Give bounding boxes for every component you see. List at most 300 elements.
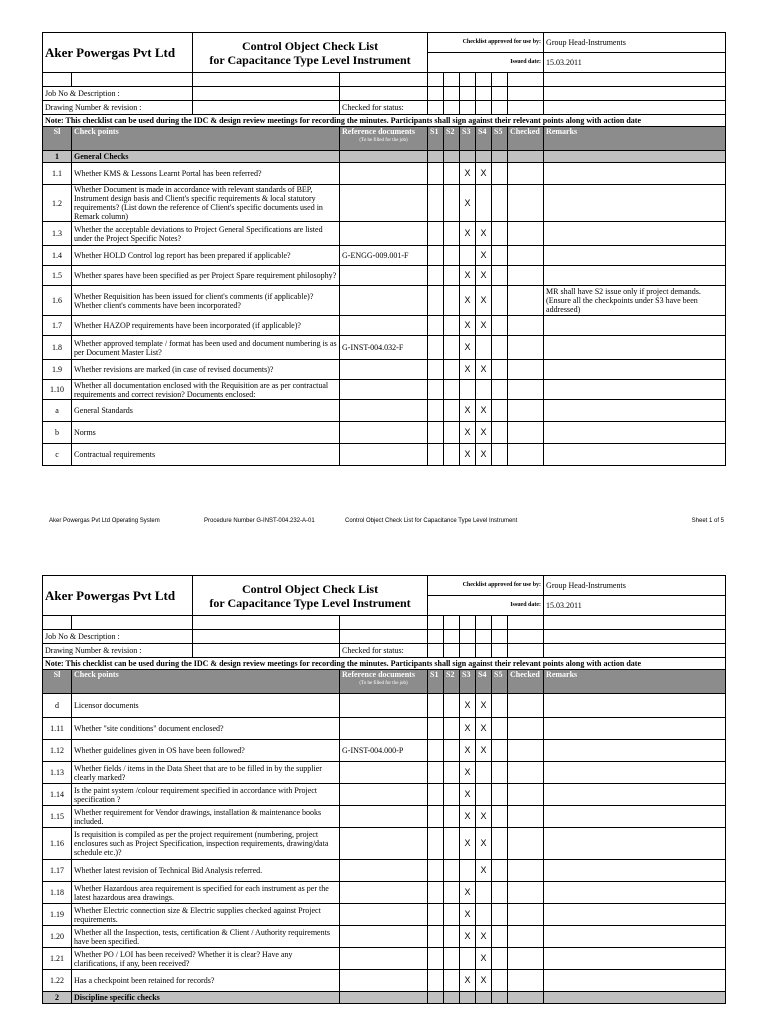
stage-s3-mark[interactable]: X: [460, 970, 476, 992]
stage-s2-mark[interactable]: [444, 740, 460, 762]
drawing-field[interactable]: [193, 101, 340, 115]
stage-s2-mark[interactable]: [444, 360, 460, 380]
stage-s3-mark[interactable]: X: [460, 336, 476, 360]
remarks-cell[interactable]: [544, 422, 726, 444]
stage-s5-mark[interactable]: [492, 400, 508, 422]
remarks-cell[interactable]: [544, 970, 726, 992]
reference-document[interactable]: G-INST-004.032-F: [340, 336, 428, 360]
reference-document[interactable]: [340, 185, 428, 222]
stage-s1-mark[interactable]: [428, 400, 444, 422]
col-s5: S5: [492, 127, 508, 151]
stage-s1-mark[interactable]: [428, 740, 444, 762]
stage-s5-mark[interactable]: [492, 266, 508, 286]
remarks-cell[interactable]: [544, 316, 726, 336]
table-row: [43, 163, 726, 185]
stage-s2-mark[interactable]: [444, 422, 460, 444]
stage-s5-mark[interactable]: [492, 926, 508, 948]
checklist-sheet-2: [42, 575, 725, 1004]
stage-s5-mark[interactable]: [492, 806, 508, 828]
drawing-label: Drawing Number & revision :: [43, 644, 193, 658]
stage-s3-mark[interactable]: X: [460, 718, 476, 740]
checked-cell[interactable]: [508, 948, 544, 970]
stage-s5-mark[interactable]: [492, 163, 508, 185]
reference-document[interactable]: [340, 926, 428, 948]
stage-s1-mark[interactable]: [428, 860, 444, 882]
col-s5: S5: [492, 670, 508, 694]
checked-cell[interactable]: [508, 904, 544, 926]
checkpoint-text: Licensor documents: [72, 694, 340, 718]
stage-s1-mark[interactable]: [428, 806, 444, 828]
checked-cell[interactable]: [508, 828, 544, 860]
remarks-cell[interactable]: [544, 762, 726, 784]
note-text: Note: This checklist can be used during the IDC & design review meetings for recording the minutes. Participants shall sign against their relevant points along with action date: [43, 658, 726, 670]
stage-s4-mark[interactable]: X: [476, 316, 492, 336]
stage-s4-mark[interactable]: X: [476, 246, 492, 266]
reference-document[interactable]: [340, 222, 428, 246]
checked-cell[interactable]: [508, 970, 544, 992]
row-number: 1.17: [43, 860, 72, 882]
table-row: [43, 926, 726, 948]
reference-document[interactable]: [340, 948, 428, 970]
stage-s1-mark[interactable]: [428, 882, 444, 904]
stage-s3-mark[interactable]: X: [460, 694, 476, 718]
stage-s5-mark[interactable]: [492, 444, 508, 466]
stage-s1-mark[interactable]: [428, 762, 444, 784]
stage-s2-mark[interactable]: [444, 286, 460, 316]
reference-document[interactable]: G-INST-004.000-P: [340, 740, 428, 762]
stage-s1-mark[interactable]: [428, 360, 444, 380]
stage-s1-mark[interactable]: [428, 336, 444, 360]
stage-s3-mark[interactable]: X: [460, 828, 476, 860]
checked-cell[interactable]: [508, 762, 544, 784]
stage-s3-mark[interactable]: X: [460, 806, 476, 828]
stage-s5-mark[interactable]: [492, 904, 508, 926]
stage-s3-mark[interactable]: X: [460, 762, 476, 784]
remarks-cell[interactable]: [544, 444, 726, 466]
stage-s4-mark[interactable]: X: [476, 286, 492, 316]
stage-s4-mark[interactable]: X: [476, 970, 492, 992]
stage-s4-mark[interactable]: X: [476, 444, 492, 466]
note-text: Note: This checklist can be used during the IDC & design review meetings for recording the minutes. Participants shall sign against their relevant points along with action date: [43, 115, 726, 127]
stage-s3-mark[interactable]: [460, 380, 476, 400]
stage-s1-mark[interactable]: [428, 286, 444, 316]
reference-document[interactable]: [340, 970, 428, 992]
stage-s4-mark[interactable]: X: [476, 740, 492, 762]
checkpoint-text: Whether approved template / format has been used and document numbering is as per Document Master List?: [72, 336, 340, 360]
stage-s1-mark[interactable]: [428, 163, 444, 185]
reference-document[interactable]: [340, 718, 428, 740]
checked-cell[interactable]: [508, 926, 544, 948]
col-s4: S4: [476, 127, 492, 151]
stage-s4-mark[interactable]: X: [476, 222, 492, 246]
col-reference: Reference documents (To be filled for the job): [340, 670, 428, 694]
stage-s1-mark[interactable]: [428, 904, 444, 926]
stage-s3-mark[interactable]: X: [460, 784, 476, 806]
stage-s1-mark[interactable]: [428, 185, 444, 222]
row-number: 1.10: [43, 380, 72, 400]
reference-document[interactable]: [340, 444, 428, 466]
stage-s3-mark[interactable]: [460, 860, 476, 882]
checked-cell[interactable]: [508, 444, 544, 466]
stage-s1-mark[interactable]: [428, 422, 444, 444]
stage-s5-mark[interactable]: [492, 222, 508, 246]
stage-s2-mark[interactable]: [444, 882, 460, 904]
col-s2: S2: [444, 127, 460, 151]
checked-cell[interactable]: [508, 316, 544, 336]
reference-document[interactable]: [340, 266, 428, 286]
stage-s2-mark[interactable]: [444, 806, 460, 828]
stage-s4-mark[interactable]: X: [476, 806, 492, 828]
approved-value: Group Head-Instruments: [544, 576, 726, 596]
stage-s1-mark[interactable]: [428, 828, 444, 860]
checkpoint-text: Whether all the Inspection, tests, certification & Client / Authority requirements have been specified.: [72, 926, 340, 948]
stage-s4-mark[interactable]: X: [476, 360, 492, 380]
col-checked: Checked: [508, 127, 544, 151]
checked-cell[interactable]: [508, 806, 544, 828]
stage-s5-mark[interactable]: [492, 360, 508, 380]
remarks-cell[interactable]: [544, 948, 726, 970]
stage-s4-mark[interactable]: [476, 336, 492, 360]
remarks-cell[interactable]: MR shall have S2 issue only if project demands. (Ensure all the checkpoints under S3 have been addressed): [544, 286, 726, 316]
stage-s3-mark[interactable]: X: [460, 185, 476, 222]
stage-s5-mark[interactable]: [492, 970, 508, 992]
job-field[interactable]: [193, 87, 340, 101]
checked-cell[interactable]: [508, 336, 544, 360]
stage-s1-mark[interactable]: [428, 948, 444, 970]
stage-s2-mark[interactable]: [444, 380, 460, 400]
checkpoint-text: Whether HOLD Control log report has been prepared if applicable?: [72, 246, 340, 266]
reference-document[interactable]: [340, 784, 428, 806]
table-row: [43, 316, 726, 336]
stage-s5-mark[interactable]: [492, 185, 508, 222]
stage-s5-mark[interactable]: [492, 784, 508, 806]
issued-value: 15.03.2011: [544, 596, 726, 616]
stage-s4-mark[interactable]: [476, 904, 492, 926]
stage-s4-mark[interactable]: X: [476, 694, 492, 718]
row-number: 1.20: [43, 926, 72, 948]
stage-s3-mark[interactable]: [460, 246, 476, 266]
stage-s5-mark[interactable]: [492, 860, 508, 882]
stage-s1-mark[interactable]: [428, 222, 444, 246]
reference-document[interactable]: [340, 694, 428, 718]
checkpoint-text: General Standards: [72, 400, 340, 422]
table-row: [43, 882, 726, 904]
reference-document[interactable]: [340, 762, 428, 784]
stage-s2-mark[interactable]: [444, 444, 460, 466]
checked-cell[interactable]: [508, 185, 544, 222]
checkpoint-text: Has a checkpoint been retained for records?: [72, 970, 340, 992]
reference-document[interactable]: [340, 163, 428, 185]
stage-s2-mark[interactable]: [444, 948, 460, 970]
footer-sheet: Sheet 1 of 5: [691, 518, 724, 524]
stage-s5-mark[interactable]: [492, 828, 508, 860]
section-number: 2: [43, 992, 72, 1004]
stage-s1-mark[interactable]: [428, 926, 444, 948]
checklist-table: [42, 32, 726, 466]
checkpoint-text: Whether HAZOP requirements have been incorporated (if applicable)?: [72, 316, 340, 336]
row-number: 1.11: [43, 718, 72, 740]
stage-s1-mark[interactable]: [428, 266, 444, 286]
checked-cell[interactable]: [508, 380, 544, 400]
checklist-table: [42, 575, 726, 1004]
checkpoint-text: Norms: [72, 422, 340, 444]
stage-s3-mark[interactable]: X: [460, 266, 476, 286]
stage-s4-mark[interactable]: [476, 762, 492, 784]
checked-status-label: Checked for status:: [340, 101, 428, 115]
approved-value: Group Head-Instruments: [544, 33, 726, 53]
stage-s4-mark[interactable]: X: [476, 163, 492, 185]
table-row: [43, 422, 726, 444]
reference-document[interactable]: [340, 316, 428, 336]
remarks-cell[interactable]: [544, 904, 726, 926]
remarks-cell[interactable]: [544, 784, 726, 806]
stage-s5-mark[interactable]: [492, 422, 508, 444]
stage-s3-mark[interactable]: X: [460, 360, 476, 380]
remarks-cell[interactable]: [544, 926, 726, 948]
checkpoint-text: Whether fields / items in the Data Sheet that are to be filled in by the supplier clearly marked?: [72, 762, 340, 784]
table-row: [43, 380, 726, 400]
table-row: [43, 718, 726, 740]
stage-s2-mark[interactable]: [444, 904, 460, 926]
stage-s2-mark[interactable]: [444, 246, 460, 266]
table-row: [43, 806, 726, 828]
col-s1: S1: [428, 127, 444, 151]
stage-s5-mark[interactable]: [492, 740, 508, 762]
stage-s3-mark[interactable]: X: [460, 222, 476, 246]
checkpoint-text: Whether Electric connection size & Electric supplies checked against Project requirements.: [72, 904, 340, 926]
remarks-cell[interactable]: [544, 694, 726, 718]
stage-s3-mark[interactable]: [460, 948, 476, 970]
row-number: 1.14: [43, 784, 72, 806]
stage-s5-mark[interactable]: [492, 762, 508, 784]
table-row: [43, 740, 726, 762]
stage-s2-mark[interactable]: [444, 926, 460, 948]
row-number: 1.1: [43, 163, 72, 185]
job-field[interactable]: [193, 630, 340, 644]
row-number: 1.15: [43, 806, 72, 828]
col-remarks: Remarks: [544, 670, 726, 694]
stage-s3-mark[interactable]: X: [460, 882, 476, 904]
remarks-cell[interactable]: [544, 185, 726, 222]
remarks-cell[interactable]: [544, 882, 726, 904]
reference-document[interactable]: [340, 904, 428, 926]
checkpoint-text: Contractual requirements: [72, 444, 340, 466]
checked-cell[interactable]: [508, 740, 544, 762]
stage-s2-mark[interactable]: [444, 762, 460, 784]
table-row: [43, 694, 726, 718]
stage-s5-mark[interactable]: [492, 286, 508, 316]
col-sl: Sl: [43, 127, 72, 151]
table-row: [43, 246, 726, 266]
checked-cell[interactable]: [508, 286, 544, 316]
stage-s3-mark[interactable]: X: [460, 904, 476, 926]
section-title: Discipline specific checks: [72, 992, 340, 1004]
reference-document[interactable]: [340, 380, 428, 400]
table-row: [43, 762, 726, 784]
stage-s4-mark[interactable]: X: [476, 266, 492, 286]
table-row: [43, 860, 726, 882]
remarks-cell[interactable]: [544, 336, 726, 360]
stage-s3-mark[interactable]: X: [460, 444, 476, 466]
checked-status-field[interactable]: [544, 644, 726, 658]
stage-s2-mark[interactable]: [444, 694, 460, 718]
table-row: [43, 784, 726, 806]
stage-s1-mark[interactable]: [428, 246, 444, 266]
checked-cell[interactable]: [508, 266, 544, 286]
row-number: b: [43, 422, 72, 444]
col-checkpoints: Check points: [72, 670, 340, 694]
row-number: 1.6: [43, 286, 72, 316]
reference-document[interactable]: [340, 286, 428, 316]
remarks-cell[interactable]: [544, 828, 726, 860]
stage-s1-mark[interactable]: [428, 970, 444, 992]
table-row: [43, 360, 726, 380]
footer-doc-title: Control Object Check List for Capacitance Type Level Instrument: [345, 518, 518, 524]
stage-s5-mark[interactable]: [492, 380, 508, 400]
remarks-cell[interactable]: [544, 740, 726, 762]
col-s2: S2: [444, 670, 460, 694]
stage-s2-mark[interactable]: [444, 222, 460, 246]
stage-s3-mark[interactable]: X: [460, 316, 476, 336]
table-row: [43, 970, 726, 992]
remarks-cell[interactable]: [544, 163, 726, 185]
stage-s4-mark[interactable]: X: [476, 400, 492, 422]
stage-s2-mark[interactable]: [444, 266, 460, 286]
stage-s4-mark[interactable]: X: [476, 718, 492, 740]
col-s4: S4: [476, 670, 492, 694]
table-row: [43, 336, 726, 360]
stage-s3-mark[interactable]: X: [460, 400, 476, 422]
stage-s2-mark[interactable]: [444, 784, 460, 806]
stage-s2-mark[interactable]: [444, 336, 460, 360]
remarks-cell[interactable]: [544, 806, 726, 828]
remarks-cell[interactable]: [544, 246, 726, 266]
reference-document[interactable]: [340, 828, 428, 860]
remarks-cell[interactable]: [544, 360, 726, 380]
stage-s4-mark[interactable]: X: [476, 926, 492, 948]
stage-s1-mark[interactable]: [428, 784, 444, 806]
stage-s5-mark[interactable]: [492, 718, 508, 740]
remarks-cell[interactable]: [544, 400, 726, 422]
stage-s1-mark[interactable]: [428, 718, 444, 740]
stage-s3-mark[interactable]: X: [460, 422, 476, 444]
checkpoint-text: Whether "site conditions" document enclosed?: [72, 718, 340, 740]
stage-s3-mark[interactable]: X: [460, 926, 476, 948]
col-remarks: Remarks: [544, 127, 726, 151]
drawing-field[interactable]: [193, 644, 340, 658]
checked-cell[interactable]: [508, 784, 544, 806]
reference-document[interactable]: [340, 360, 428, 380]
checked-cell[interactable]: [508, 882, 544, 904]
col-s3: S3: [460, 127, 476, 151]
row-number: 1.12: [43, 740, 72, 762]
stage-s2-mark[interactable]: [444, 185, 460, 222]
checked-cell[interactable]: [508, 360, 544, 380]
checked-cell[interactable]: [508, 163, 544, 185]
stage-s2-mark[interactable]: [444, 718, 460, 740]
stage-s5-mark[interactable]: [492, 882, 508, 904]
checked-status-field[interactable]: [544, 101, 726, 115]
stage-s4-mark[interactable]: X: [476, 828, 492, 860]
stage-s1-mark[interactable]: [428, 316, 444, 336]
stage-s1-mark[interactable]: [428, 380, 444, 400]
row-number: c: [43, 444, 72, 466]
company-name: Aker Powergas Pvt Ltd: [43, 576, 193, 616]
remarks-cell[interactable]: [544, 718, 726, 740]
checked-cell[interactable]: [508, 246, 544, 266]
checklist-sheet-1: [42, 32, 725, 466]
reference-document[interactable]: [340, 882, 428, 904]
checked-cell[interactable]: [508, 422, 544, 444]
stage-s4-mark[interactable]: X: [476, 422, 492, 444]
section-number: 1: [43, 151, 72, 163]
checked-cell[interactable]: [508, 222, 544, 246]
row-number: 1.5: [43, 266, 72, 286]
stage-s4-mark[interactable]: [476, 882, 492, 904]
checkpoint-text: Whether revisions are marked (in case of revised documents)?: [72, 360, 340, 380]
stage-s1-mark[interactable]: [428, 694, 444, 718]
remarks-cell[interactable]: [544, 860, 726, 882]
checkpoint-text: Whether spares have been specified as per Project Spare requirement philosophy?: [72, 266, 340, 286]
table-row: [43, 185, 726, 222]
row-number: d: [43, 694, 72, 718]
checked-cell[interactable]: [508, 694, 544, 718]
stage-s3-mark[interactable]: X: [460, 286, 476, 316]
remarks-cell[interactable]: [544, 222, 726, 246]
checkpoint-text: Whether requirement for Vendor drawings, installation & maintenance books included.: [72, 806, 340, 828]
stage-s2-mark[interactable]: [444, 860, 460, 882]
stage-s5-mark[interactable]: [492, 336, 508, 360]
stage-s5-mark[interactable]: [492, 316, 508, 336]
stage-s1-mark[interactable]: [428, 444, 444, 466]
reference-document[interactable]: G-ENGG-009.001-F: [340, 246, 428, 266]
reference-document[interactable]: [340, 422, 428, 444]
checked-cell[interactable]: [508, 860, 544, 882]
stage-s2-mark[interactable]: [444, 828, 460, 860]
row-number: 1.16: [43, 828, 72, 860]
stage-s2-mark[interactable]: [444, 400, 460, 422]
stage-s4-mark[interactable]: [476, 380, 492, 400]
col-s1: S1: [428, 670, 444, 694]
stage-s5-mark[interactable]: [492, 246, 508, 266]
stage-s3-mark[interactable]: X: [460, 163, 476, 185]
row-number: a: [43, 400, 72, 422]
stage-s3-mark[interactable]: X: [460, 740, 476, 762]
checked-cell[interactable]: [508, 400, 544, 422]
stage-s2-mark[interactable]: [444, 316, 460, 336]
checked-cell[interactable]: [508, 718, 544, 740]
stage-s2-mark[interactable]: [444, 970, 460, 992]
reference-document[interactable]: [340, 806, 428, 828]
checkpoint-text: Whether Requisition has been issued for client's comments (if applicable)? Whether client's comments have been incorporated?: [72, 286, 340, 316]
col-checkpoints: Check points: [72, 127, 340, 151]
stage-s5-mark[interactable]: [492, 948, 508, 970]
remarks-cell[interactable]: [544, 380, 726, 400]
stage-s4-mark[interactable]: [476, 784, 492, 806]
stage-s4-mark[interactable]: X: [476, 860, 492, 882]
stage-s5-mark[interactable]: [492, 694, 508, 718]
table-row: [43, 444, 726, 466]
reference-document[interactable]: [340, 860, 428, 882]
stage-s4-mark[interactable]: [476, 185, 492, 222]
section-title: General Checks: [72, 151, 340, 163]
job-label: Job No & Description :: [43, 630, 193, 644]
stage-s4-mark[interactable]: X: [476, 948, 492, 970]
remarks-cell[interactable]: [544, 266, 726, 286]
document-title: Control Object Check List for Capacitance Type Level Instrument: [193, 33, 428, 73]
reference-document[interactable]: [340, 400, 428, 422]
stage-s2-mark[interactable]: [444, 163, 460, 185]
